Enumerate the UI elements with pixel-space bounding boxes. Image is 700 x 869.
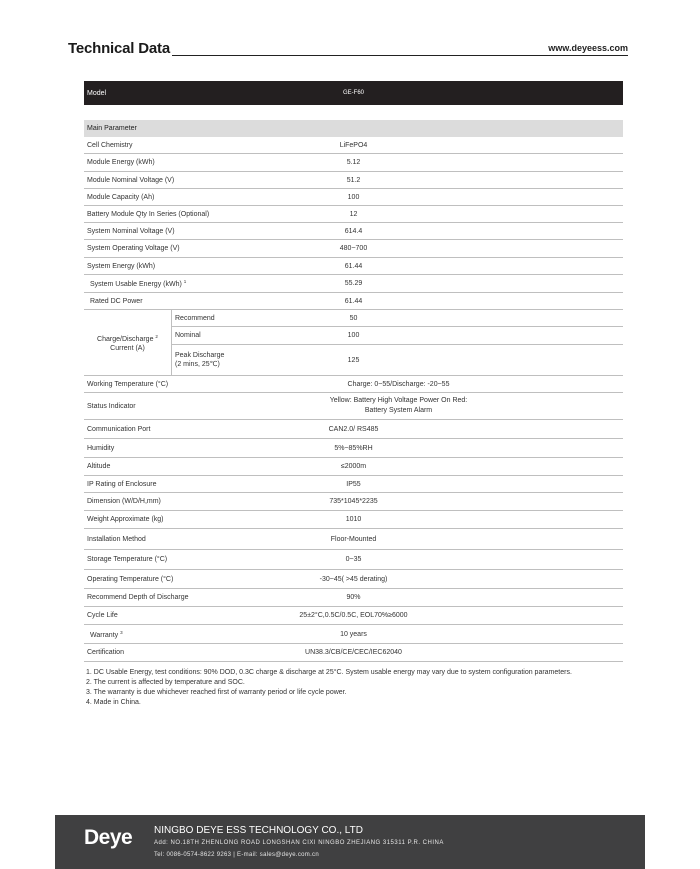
spec-row: [84, 625, 623, 644]
company-name: NINGBO DEYE ESS TECHNOLOGY CO., LTD: [154, 825, 363, 836]
model-label: Model: [87, 89, 107, 97]
footnotes: [86, 668, 646, 708]
spec-row: [84, 570, 623, 589]
spec-value: 100: [347, 193, 360, 201]
company-address: Add: NO.18TH ZHENLONG ROAD LONGSHAN CIXI NINGBO ZHEJIANG 315311 P.R. CHINA: [154, 840, 444, 846]
spec-row: Status Indicator Yellow: Battery High Voltage Power On Red: Battery System Alarm: [84, 393, 623, 420]
page-footer: [55, 815, 645, 869]
spec-subrow: Nominal 100: [172, 327, 623, 345]
spec-value: 1010: [345, 516, 362, 523]
spec-key: Cell Chemistry: [87, 141, 133, 149]
spec-key: Dimension (W/D/H,mm): [87, 498, 161, 505]
charge-discharge-group: [84, 310, 623, 376]
charge-discharge-label: Charge/Discharge $^2$ Current (A): [84, 310, 172, 375]
page-header: [68, 40, 628, 60]
spec-key: System Usable Energy (kWh) $^1$: [90, 279, 187, 288]
spec-key: IP Rating of Enclosure: [87, 480, 157, 488]
spec-value: 55.29: [344, 280, 363, 287]
spec-value: 90%: [346, 594, 361, 601]
spec-row: [84, 240, 623, 258]
spec-value: 614.4: [344, 227, 363, 235]
spec-key: Communication Port: [87, 425, 151, 433]
spec-key: Weight Approximate (kg): [87, 516, 164, 523]
spec-row: [84, 439, 623, 458]
spec-value: 5.12: [346, 159, 361, 166]
spec-value: 12: [349, 210, 358, 218]
spec-row: [84, 420, 623, 439]
spec-value: 61.44: [344, 262, 363, 270]
spec-value: -30~45( >45 derating): [319, 575, 388, 583]
spec-subrow: Recommend 50: [172, 310, 623, 327]
spec-row: [84, 223, 623, 240]
spec-key: System Operating Voltage (V): [87, 245, 180, 252]
spec-row: [84, 550, 623, 570]
page-title: Technical Data: [68, 40, 170, 57]
spec-key: Certification: [87, 649, 124, 656]
spec-value: CAN2.0/ RS485: [328, 425, 379, 433]
spec-key: System Energy (kWh): [87, 262, 156, 270]
spec-value: 61.44: [344, 297, 363, 305]
footnote: 4. Made in China.: [86, 699, 141, 706]
model-header-row: [84, 81, 623, 105]
footnote: 3. The warranty is due whichever reached first of warranty period or life cycle power.: [86, 689, 347, 696]
footnote: 1. DC Usable Energy, test conditions: 90% DOD, 0.3C charge & discharge at 25°C. System usable energy may vary due to system configuration parameters.: [86, 669, 572, 676]
spec-value: 51.2: [346, 176, 361, 184]
spec-row: [84, 189, 623, 206]
spec-key: Installation Method: [87, 535, 146, 543]
spec-value: 25±2°C,0.5C/0.5C, EOL70%≥6000: [299, 612, 408, 619]
spec-value: 5%~85%RH: [334, 444, 373, 452]
spec-row: [84, 511, 623, 529]
spec-row: [84, 172, 623, 189]
spec-value: UN38.3/CB/CE/CEC/IEC62040: [305, 649, 402, 656]
website-url[interactable]: www.deyeess.com: [544, 43, 628, 53]
spec-row: [84, 258, 623, 275]
spec-key: Recommend Depth of Discharge: [87, 594, 189, 601]
footnote: 2. The current is affected by temperature and SOC.: [86, 679, 245, 686]
section-header: Main Parameter: [84, 120, 623, 137]
spec-row: Working Temperature (°C) Charge: 0~55/Discharge: -20~55: [84, 376, 623, 393]
spec-value: 10 years: [340, 630, 367, 638]
spec-row: [84, 529, 623, 550]
spec-value: 0~35: [345, 556, 362, 563]
spec-key: Storage Temperature (°C): [87, 556, 168, 563]
spec-row: [84, 476, 623, 493]
spec-key: Module Nominal Voltage (V): [87, 176, 175, 184]
spec-row: [84, 275, 623, 293]
spec-row: [84, 607, 623, 625]
spec-table: [84, 81, 623, 662]
company-contact: Tel: 0086-0574-8622 9263 | E-mail: sales@deye.com.cn: [154, 852, 319, 858]
spec-key: Altitude: [87, 463, 111, 470]
spec-key: Cycle Life: [87, 612, 118, 619]
spec-subrow: Peak Discharge (2 mins, 25℃) 125: [175, 352, 360, 368]
spec-row: [84, 589, 623, 607]
spec-value: Floor-Mounted: [330, 535, 377, 543]
spec-value: 735*1045*2235: [329, 498, 378, 505]
spec-row: [84, 458, 623, 476]
spec-row: [84, 293, 623, 310]
spec-key: Humidity: [87, 444, 115, 452]
spec-key: Rated DC Power: [90, 297, 143, 305]
model-value: GE-F60: [342, 90, 364, 96]
spec-key: System Nominal Voltage (V): [87, 227, 175, 235]
spec-row: [84, 644, 623, 662]
spec-key: Operating Temperature (°C): [87, 575, 174, 583]
spec-row: [84, 206, 623, 223]
spec-value: 480~700: [339, 245, 368, 252]
spec-value: IP55: [346, 480, 361, 488]
spec-key: Battery Module Qty In Series (Optional): [87, 210, 210, 218]
deye-logo: Deye: [84, 826, 133, 849]
spec-row: [84, 154, 623, 172]
spec-key: Module Energy (kWh): [87, 159, 155, 166]
spec-value: LiFePO4: [339, 141, 368, 149]
spec-row: [84, 137, 623, 154]
spec-key: Module Capacity (Ah): [87, 193, 155, 201]
spec-value: ≤2000m: [340, 463, 367, 470]
header-rule: [172, 55, 628, 56]
spec-row: [84, 493, 623, 511]
spec-key: Warranty $^3$: [90, 629, 123, 639]
